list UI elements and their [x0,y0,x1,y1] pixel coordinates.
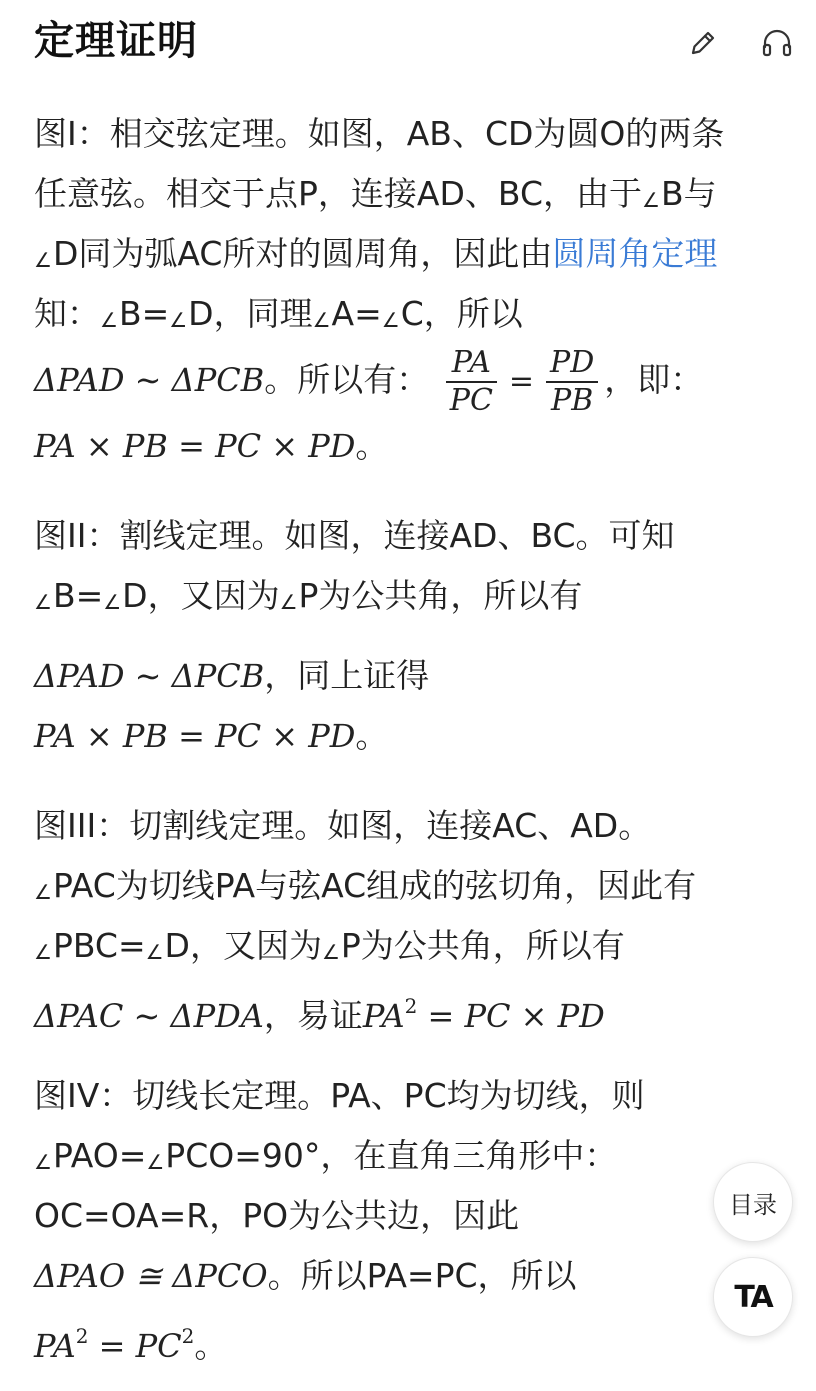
inscribed-angle-theorem-link[interactable]: 圆周角定理 [552,234,718,273]
math-term: PA [34,1327,76,1365]
text-segment: B与 [660,174,717,213]
math-expression: ΔPAC ∼ ΔPDA [34,997,264,1035]
text-line [34,566,794,626]
math-expression: ΔPAO ≅ ΔPCO [34,1257,268,1295]
math-expression [362,994,605,1035]
text-segment: 。 [355,426,389,465]
superscript: 2 [404,994,418,1018]
angle-symbol: ∠ [321,940,340,964]
equals-sign: = [508,364,535,399]
text-line [34,224,794,284]
angle-symbol: ∠ [381,308,400,332]
toc-label: 目录 [729,1190,777,1219]
math-term: PA [362,997,405,1035]
text-segment: A= [331,294,382,333]
text-line [34,416,794,476]
font-settings-button[interactable] [713,1257,793,1337]
text-segment: PAC为切线PA与弦AC组成的弦切角，因此有 [52,866,697,905]
text-segment: ，即： [604,360,704,399]
text-segment: 知： [34,294,100,333]
page-title: 定理证明 [34,18,198,64]
article-body [34,104,794,1391]
angle-symbol: ∠ [169,308,188,332]
text-segment: P为公共角，所以有 [340,926,625,965]
font-settings-label: TA [734,1279,772,1315]
math-expression: ΔPAD ∼ ΔPCB [34,361,265,399]
table-of-contents-button[interactable] [713,1162,793,1242]
text-line [34,916,794,976]
angle-symbol: ∠ [146,1150,165,1174]
section-intersecting-chords [34,104,794,476]
angle-symbol: ∠ [642,188,660,212]
text-segment: ，易证 [263,996,363,1035]
text-line [34,164,794,224]
angle-symbol: ∠ [103,590,122,614]
math-expression: PA × PB = PC × PD [34,427,356,465]
pencil-icon[interactable] [686,26,720,60]
text-segment: ，同上证得 [264,656,430,695]
text-segment: 图II：割线定理。如图，连接AD、BC。可知 [34,516,675,555]
text-segment: PAO= [52,1136,147,1175]
text-line [34,344,794,416]
angle-symbol: ∠ [34,1150,52,1174]
angle-symbol: ∠ [34,880,52,904]
angle-symbol: ∠ [145,940,164,964]
math-expression [34,1324,195,1365]
text-line [34,646,794,706]
superscript: 2 [75,1324,89,1348]
angle-symbol: ∠ [100,308,118,332]
text-segment: C，所以 [400,294,523,333]
text-segment: 任意弦。相交于点P，连接AD、BC，由于 [34,174,642,213]
angle-symbol: ∠ [279,590,298,614]
text-segment: D，又因为 [122,576,280,615]
headphones-icon[interactable] [760,26,794,60]
text-segment: B= [118,294,170,333]
math-expression: PA × PB = PC × PD [34,717,356,755]
text-segment: PCO=90°，在直角三角形中： [165,1136,618,1175]
text-line [34,706,794,766]
text-line [34,506,794,566]
fraction-denominator: PB [551,382,594,418]
fraction-numerator: PA [446,347,497,383]
fraction-pa-pc [446,344,497,418]
text-line [34,1126,794,1186]
angle-symbol: ∠ [34,590,52,614]
text-segment: P为公共角，所以有 [298,576,583,615]
text-line [34,796,794,856]
text-segment: 。所以有： [264,360,430,399]
text-segment: D同为弧AC所对的圆周角，因此由 [52,234,553,273]
superscript: 2 [181,1324,195,1348]
page-header [0,0,816,84]
math-expression: ΔPAD ∼ ΔPCB [34,657,265,695]
text-line [34,1186,794,1246]
math-term: = PC [88,1327,182,1365]
fraction-numerator: PD [546,347,598,383]
text-line [34,284,794,344]
fraction-pd-pb [546,344,598,418]
section-tangent-secant-theorem [34,796,794,1036]
text-segment: B= [52,576,104,615]
text-segment: D，同理 [188,294,313,333]
text-segment: 。 [355,716,389,755]
text-segment: OC=OA=R，PO为公共边，因此 [34,1196,520,1235]
text-segment: 。 [194,1326,228,1365]
text-segment: D，又因为 [164,926,322,965]
text-line [34,1246,794,1306]
text-segment: PBC= [52,926,146,965]
text-segment: 图III：切割线定理。如图，连接AC、AD。 [34,806,652,845]
text-line [34,976,794,1036]
fraction-denominator: PC [449,382,493,418]
section-tangent-length-theorem [34,1066,794,1366]
angle-symbol: ∠ [312,308,331,332]
text-line [34,1066,794,1126]
section-secant-theorem [34,506,794,766]
text-line [34,856,794,916]
text-line [34,1306,794,1366]
text-line [34,104,794,164]
math-term: = PC × PD [417,997,605,1035]
text-segment: 图IV：切线长定理。PA、PC均为切线，则 [34,1076,645,1115]
text-segment: 图I：相交弦定理。如图，AB、CD为圆O的两条 [34,114,725,153]
angle-symbol: ∠ [34,248,52,272]
angle-symbol: ∠ [34,940,52,964]
text-segment: 。所以PA=PC，所以 [267,1256,577,1295]
